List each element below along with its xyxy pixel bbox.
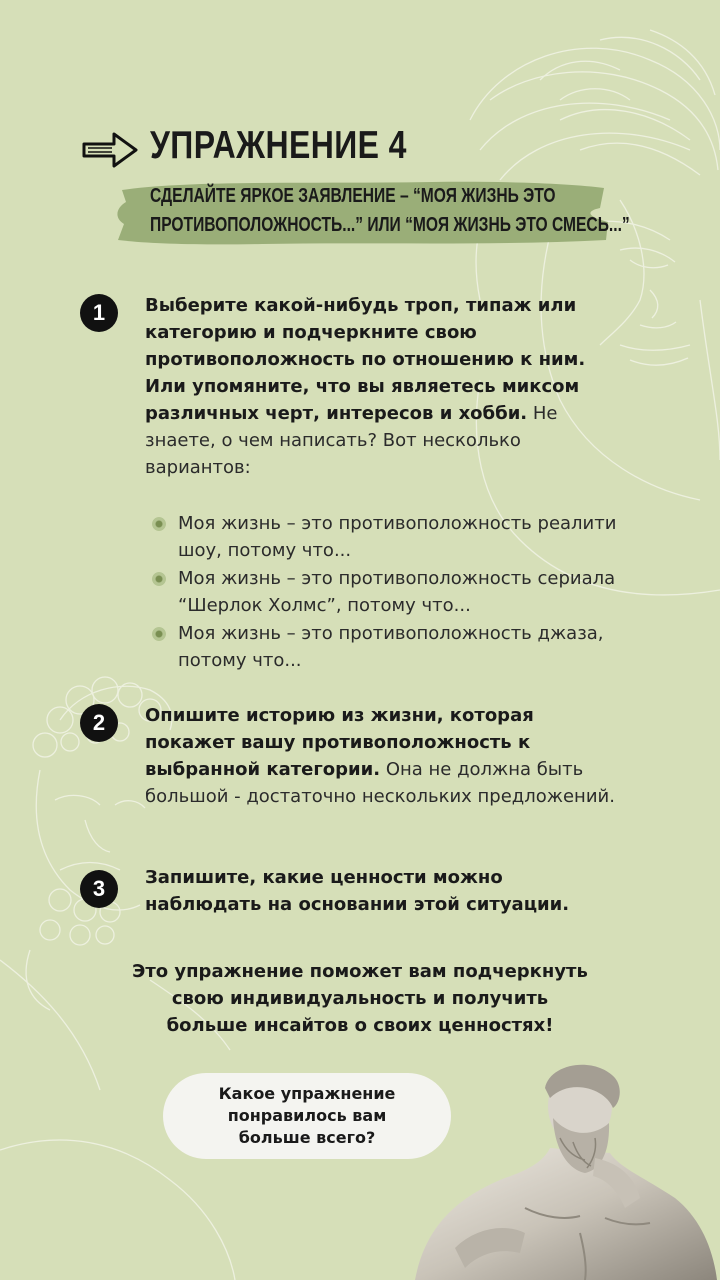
page-title: УПРАЖНЕНИЕ 4 bbox=[150, 124, 407, 167]
question-line: понравилось вам bbox=[227, 1106, 387, 1125]
list-item-text: Моя жизнь – это противоположность реалити шоу, потому что... bbox=[178, 513, 617, 561]
list-item bbox=[150, 620, 620, 674]
step-number-badge: 3 bbox=[80, 870, 118, 908]
subtitle bbox=[150, 182, 630, 240]
arrow-right-icon bbox=[82, 130, 138, 170]
statue-illustration bbox=[395, 1058, 720, 1280]
step-text bbox=[145, 292, 625, 481]
step-bold-text: Выберите какой-нибудь троп, типаж или категорию и подчеркните свою противоположность по отношению к ним. Или упомяните, что вы являетесь миксом различных черт, интересов и хобби. bbox=[145, 295, 586, 424]
bullet-dot-icon bbox=[152, 627, 166, 641]
closing-line: Это упражнение поможет вам подчеркнуть bbox=[132, 961, 588, 982]
list-item bbox=[150, 565, 620, 619]
question-line: Какое упражнение bbox=[218, 1084, 396, 1103]
step-regular-text: Она не должна быть большой - достаточно нескольких предложений. bbox=[145, 759, 615, 807]
bullet-dot-icon bbox=[152, 572, 166, 586]
closing-line: свою индивидуальность и получить bbox=[171, 988, 549, 1009]
step-text bbox=[145, 702, 625, 810]
step-number-badge: 2 bbox=[80, 704, 118, 742]
bullet-dot-icon bbox=[152, 517, 166, 531]
step-number-badge: 1 bbox=[80, 294, 118, 332]
list-item-text: Моя жизнь – это противоположность сериала “Шерлок Холмс”, потому что... bbox=[178, 568, 616, 616]
list-item-text: Моя жизнь – это противоположность джаза, потому что... bbox=[178, 623, 604, 671]
question-line: больше всего? bbox=[238, 1128, 376, 1147]
step-text bbox=[145, 864, 625, 918]
subtitle-line: СДЕЛАЙТЕ ЯРКОЕ ЗАЯВЛЕНИЕ – “МОЯ ЖИЗНЬ ЭТО bbox=[150, 185, 556, 207]
step-bold-text: Опишите историю из жизни, которая покажет вашу противоположность к выбранной категории. bbox=[145, 705, 534, 780]
closing-message bbox=[60, 958, 660, 1039]
examples-list bbox=[150, 510, 620, 675]
step-regular-text: Не знаете, о чем написать? Вот несколько вариантов: bbox=[145, 403, 558, 478]
step-bold-text: Запишите, какие ценности можно наблюдать на основании этой ситуации. bbox=[145, 867, 570, 915]
closing-line: больше инсайтов о своих ценностях! bbox=[166, 1015, 554, 1036]
list-item bbox=[150, 510, 620, 564]
subtitle-line: ПРОТИВОПОЛОЖНОСТЬ...” ИЛИ “МОЯ ЖИЗНЬ ЭТО СМЕСЬ...” bbox=[150, 214, 630, 236]
